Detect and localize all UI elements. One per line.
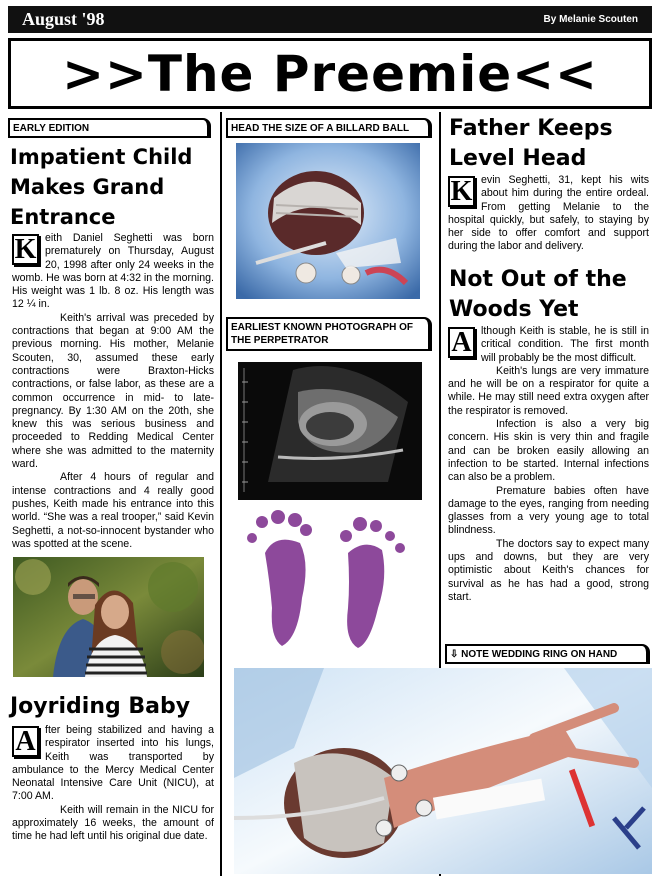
joyriding-headline: Joyriding Baby: [10, 694, 191, 719]
woods-paragraph-1: lthough Keith is stable, he is still in critical condition. The first month will probably be the most difficult.: [481, 325, 649, 364]
masthead: [8, 38, 652, 109]
lead-paragraph-1: eith Daniel Seghetti was born prematurely on Thursday, August 20, 1998 after only 24 weeks in the womb. He was born at 4:32 in the morning. His weight was 1 lb. 8 oz. His length was 12 ¼ in.: [12, 232, 214, 311]
billiard-ball-label: HEAD THE SIZE OF A BILLARD BALL: [226, 118, 432, 138]
parents-photo: [13, 557, 204, 677]
woods-paragraph-3: Infection is also a very big concern. His skin is very thin and fragile and can be broken easily allowing an infection to be started. Internal infections can also be a problem.: [448, 418, 649, 484]
issue-date: August '98: [22, 9, 105, 29]
joyriding-paragraph-2: Keith will remain in the NICU for approximately 16 weeks, the amount of time he had left until his original due date.: [12, 803, 214, 843]
dropcap: K: [448, 176, 475, 207]
woods-article: [448, 325, 649, 604]
early-edition-label: EARLY EDITION: [8, 118, 211, 138]
newsletter-title: >>The Preemie<<: [62, 45, 598, 103]
father-article: [448, 174, 649, 254]
footprints-image: [240, 508, 420, 658]
woods-paragraph-4: Premature babies often have damage to the eyes, ranging from needing glasses from a very young age to total blindness.: [448, 484, 649, 537]
dropcap: A: [448, 327, 475, 358]
woods-headline: Not Out of the Woods Yet: [449, 267, 627, 322]
byline: By Melanie Scouten: [543, 14, 638, 25]
woods-paragraph-2: Keith's lungs are very immature and he will be on a respirator for quite a while. He may still need extra oxygen after the respirator is removed.: [448, 364, 649, 417]
dropcap: K: [12, 234, 39, 265]
nicu-baby-photo: [234, 668, 652, 874]
ultrasound-label: EARLIEST KNOWN PHOTOGRAPH OF THE PERPETRATOR: [226, 317, 432, 351]
column-divider-left: [220, 112, 222, 876]
father-paragraph: evin Seghetti, 31, kept his wits about him during the entire ordeal. From getting Melanie to the hospital quickly, but safely, to staying by her side to offer comfort and support during the labor and delivery.: [448, 174, 649, 253]
wedding-ring-label: ⇩ NOTE WEDDING RING ON HAND: [445, 644, 650, 664]
father-headline: Father Keeps Level Head: [449, 116, 613, 171]
lead-headline: Impatient Child Makes Grand Entrance: [10, 145, 193, 229]
dropcap: A: [12, 726, 39, 757]
lead-paragraph-3: After 4 hours of regular and intense contractions and 4 really good pushes, Keith made his entrance into this world. “She was a real trooper,” said Kevin Seghetti, a not-so-innocent bystander who was spotted at the scene.: [12, 471, 214, 550]
lead-article: [12, 232, 214, 551]
lead-paragraph-2: Keith's arrival was preceded by contractions that began at 9:00 AM the previous morning. His mother, Melanie Scouten, 30, assumed these early contractions were Braxton-Hicks contractions, or false labor, as these are a common occurrence in mid- to late-pregnancy. By 1:30 AM on the 20th, she knew this was serious business and proceeded to Redding Medical Center where she was admitted to the maternity ward.: [12, 311, 214, 471]
header-bar: [8, 6, 652, 33]
joyriding-paragraph-1: fter being stabilized and having a respirator inserted into his lungs, Keith was transported by ambulance to the Mercy Medical Center Neonatal Intensive Care Unit (NICU), at 7:00 AM.: [12, 724, 214, 803]
woods-paragraph-5: The doctors say to expect many ups and downs, but they are very optimistic about Keith's chances for survival as he has had a good, strong start.: [448, 537, 649, 603]
joyriding-article: [12, 724, 214, 844]
ultrasound-photo: [238, 362, 422, 500]
baby-head-photo: [236, 143, 420, 299]
